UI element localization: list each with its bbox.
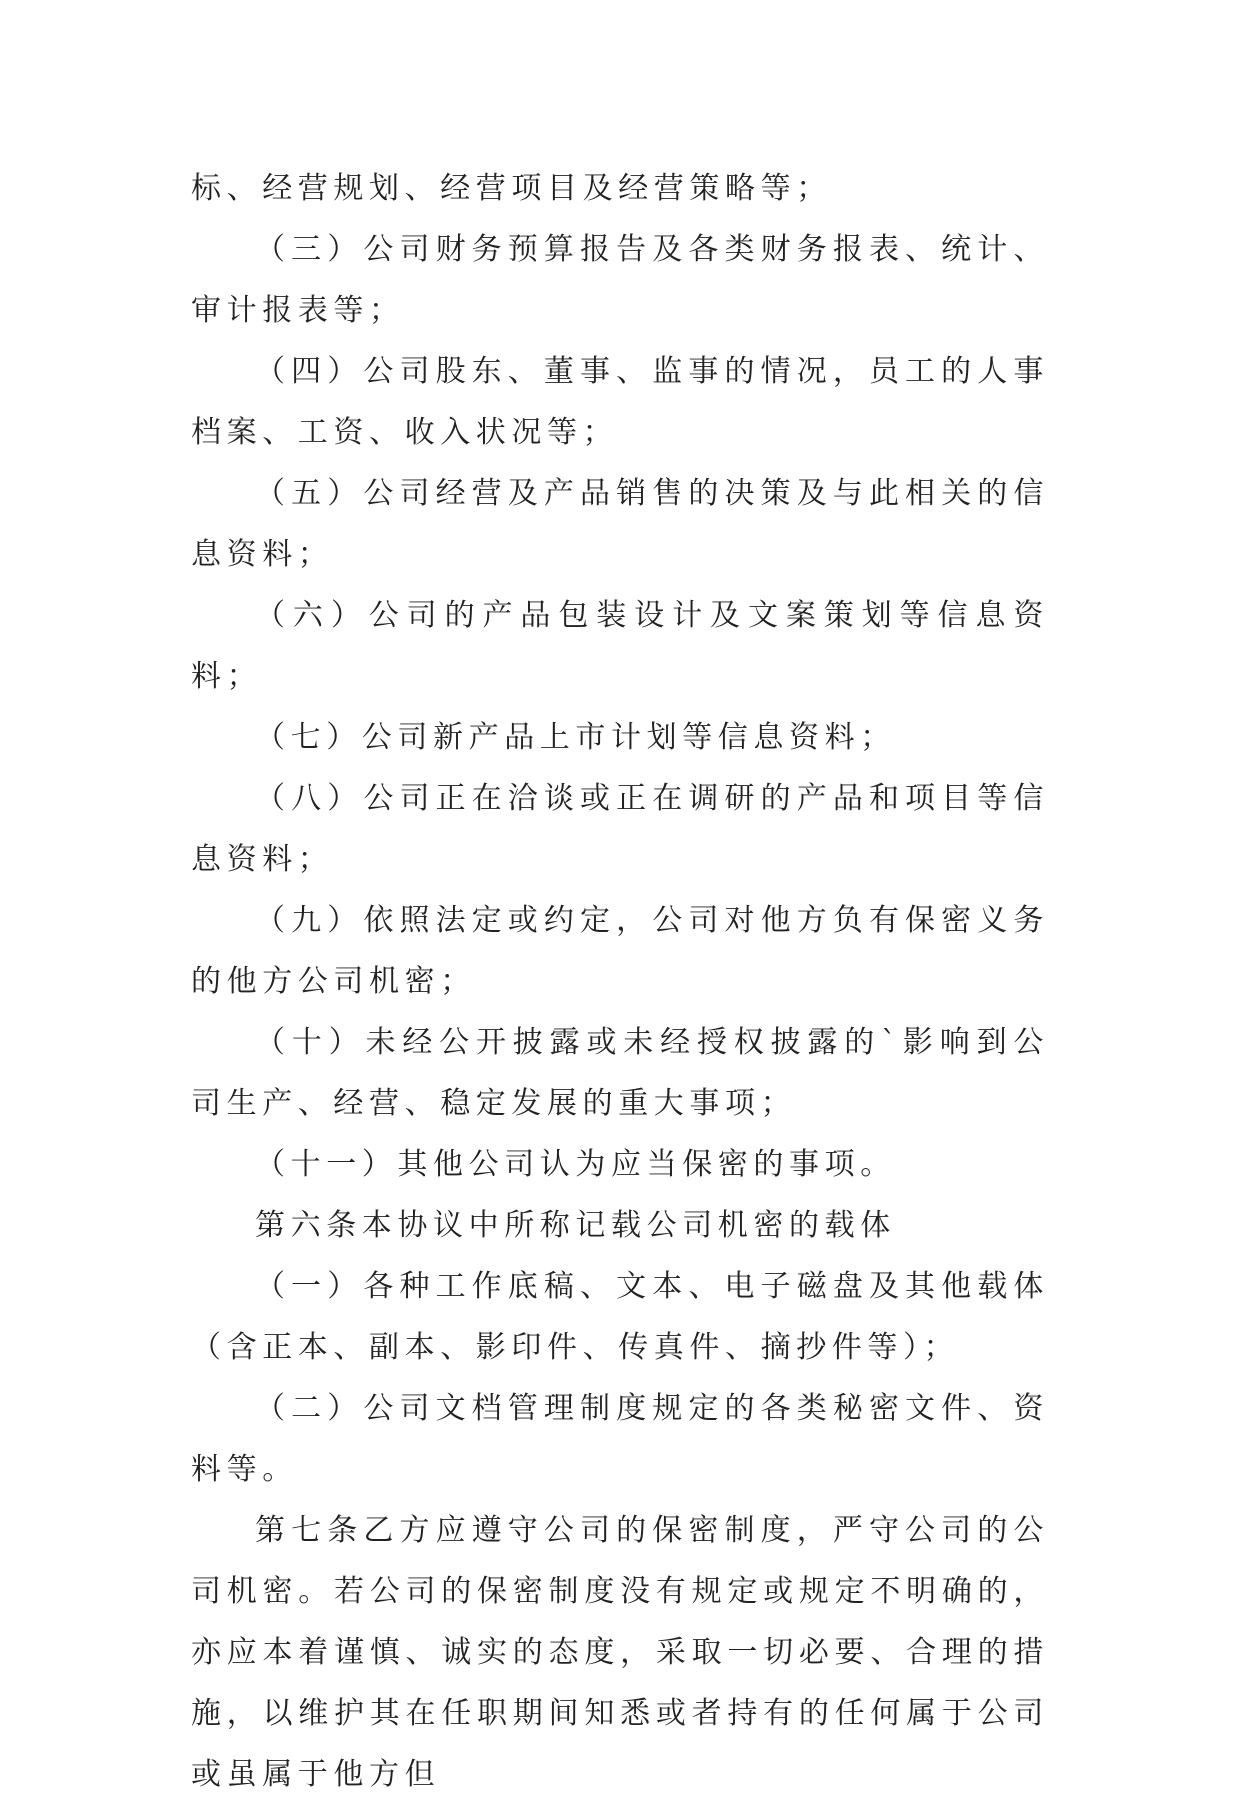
paragraph-11: 第六条本协议中所称记载公司机密的载体	[255, 1208, 896, 1243]
paragraph-9: （十）未经公开披露或未经授权披露的`影响到公司生产、经营、稳定发展的重大事项；	[191, 1025, 1049, 1121]
document-body	[191, 158, 1049, 1805]
paragraph-3: （四）公司股东、董事、监事的情况，员工的人事档案、工资、收入状况等；	[191, 354, 1049, 450]
paragraph-8: （九）依照法定或约定，公司对他方负有保密义务的他方公司机密；	[191, 903, 1049, 999]
paragraph-13: （二）公司文档管理制度规定的各类秘密文件、资料等。	[191, 1391, 1049, 1487]
paragraph-12: （一）各种工作底稿、文本、电子磁盘及其他载体（含正本、副本、影印件、传真件、摘抄件等）；	[191, 1269, 1049, 1365]
paragraph-14: 第七条乙方应遵守公司的保密制度，严守公司的公司机密。若公司的保密制度没有规定或规定不明确的，亦应本着谨慎、诚实的态度，采取一切必要、合理的措施，以维护其在任职期间知悉或者持有的任何属于公司或虽属于他方但	[191, 1513, 1049, 1792]
paragraph-10: （十一）其他公司认为应当保密的事项。	[255, 1147, 896, 1182]
paragraph-6: （七）公司新产品上市计划等信息资料；	[255, 720, 896, 755]
paragraph-1: 标、经营规划、经营项目及经营策略等；	[191, 171, 832, 206]
paragraph-4: （五）公司经营及产品销售的决策及与此相关的信息资料；	[191, 476, 1049, 572]
paragraph-7: （八）公司正在洽谈或正在调研的产品和项目等信息资料；	[191, 781, 1049, 877]
paragraph-5: （六）公司的产品包装设计及文案策划等信息资料；	[191, 598, 1049, 694]
paragraph-2: （三）公司财务预算报告及各类财务报表、统计、审计报表等；	[191, 232, 1049, 328]
